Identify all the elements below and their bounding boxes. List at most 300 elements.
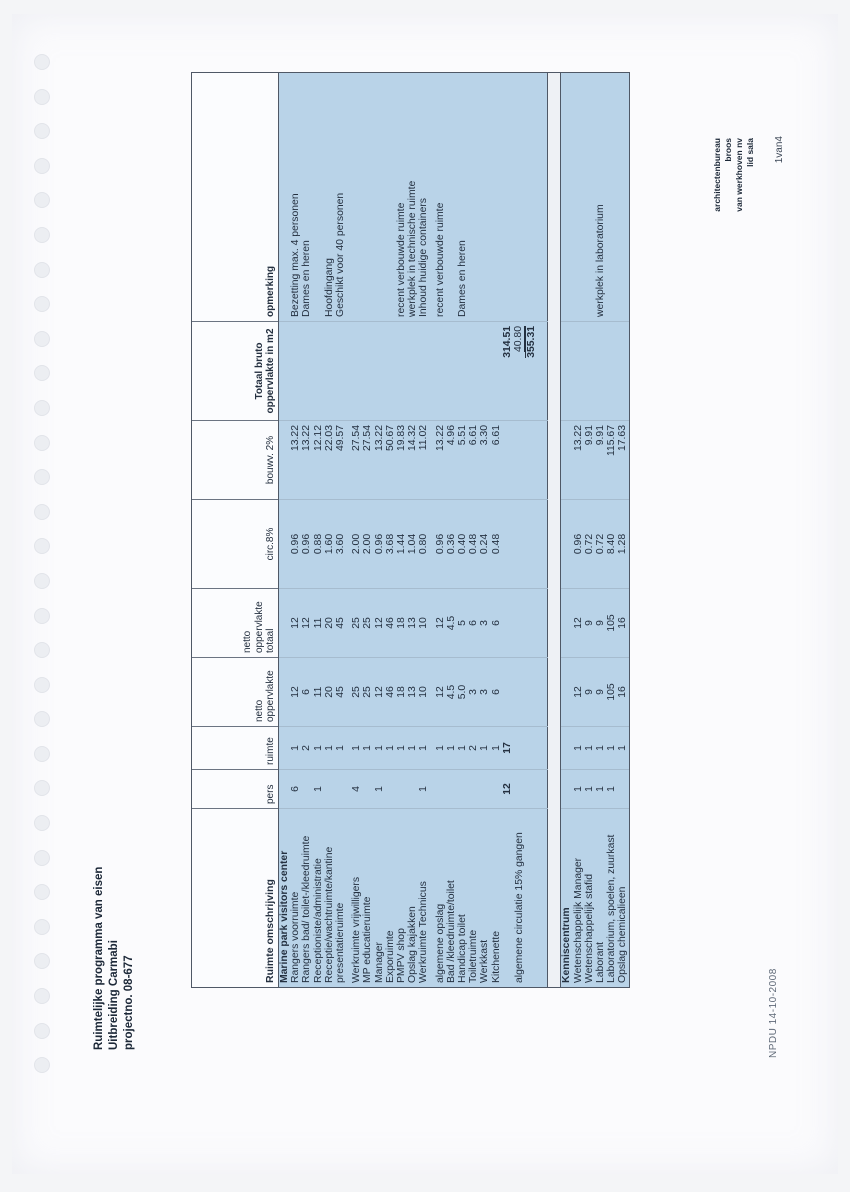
table-row: [595, 73, 606, 988]
circulation-value: 0.96: [435, 500, 446, 589]
title-line: Ruimtelijke programma van eisen: [93, 866, 105, 1050]
empty-cell: [513, 421, 525, 500]
netto-total-area: 6: [491, 589, 502, 658]
gap-cell: [548, 421, 561, 500]
empty-cell: [561, 421, 573, 500]
pers-count: 1: [418, 770, 429, 809]
table-row: [374, 73, 385, 988]
ruimte-count: 1: [573, 727, 584, 770]
pers-count: [301, 770, 312, 809]
bouwv-value: 6.61: [468, 421, 479, 500]
binder-hole-icon: [34, 573, 50, 589]
circulation-value: 0.40: [457, 500, 468, 589]
empty-cell: [525, 727, 537, 770]
totaal-bruto: [491, 322, 502, 421]
table-row: [457, 73, 468, 988]
binder-hole-icon: [34, 815, 50, 831]
bouwv-value: 12.12: [313, 421, 324, 500]
totaal-bruto: [351, 322, 362, 421]
room-name: Handicap toilet: [457, 809, 468, 988]
binder-hole-icon: [34, 123, 50, 139]
bouwv-value: 50.67: [385, 421, 396, 500]
pers-count: 1: [573, 770, 584, 809]
empty-cell: [279, 727, 291, 770]
grand-total-cell: [525, 322, 537, 421]
header-bouwv: bouwv. 2%: [192, 421, 279, 500]
gap-cell: [548, 658, 561, 727]
opmerking: [362, 73, 373, 322]
opmerking: recent verbouwde ruimte: [435, 73, 446, 322]
opmerking: [385, 73, 396, 322]
header-omschrijving: Ruimte omschrijving: [192, 809, 279, 988]
bouwv-value: 5.51: [457, 421, 468, 500]
binder-hole-icon: [34, 608, 50, 624]
empty-cell: [279, 322, 291, 421]
netto-total-area: 45: [335, 589, 346, 658]
room-name: Toiletruimte: [468, 809, 479, 988]
pers-count: [407, 770, 418, 809]
circulation-value: 3.68: [385, 500, 396, 589]
netto-total-area: 9: [584, 589, 595, 658]
bouwv-value: 9.91: [584, 421, 595, 500]
pers-count: [335, 770, 346, 809]
grand-total-value: 355.31: [526, 326, 538, 358]
section-kenniscentrum: [561, 73, 629, 988]
netto-area: 4.5: [446, 658, 457, 727]
header-netto: netto oppervlakte: [192, 658, 279, 727]
table-row: [290, 73, 301, 988]
room-name: Laboratorium, spoelen, zuurkast: [606, 809, 617, 988]
netto-total-area: 25: [351, 589, 362, 658]
table-row: [573, 73, 584, 988]
firm-name: [712, 138, 756, 212]
room-name: PMPV shop: [396, 809, 407, 988]
room-name: algemene opslag: [435, 809, 446, 988]
binder-hole-icon: [34, 780, 50, 796]
empty-cell: [513, 658, 525, 727]
subtotal-value: 314.51: [501, 326, 513, 358]
room-name: Opslag chemicalieen: [617, 809, 629, 988]
section-title: Marine park visitors center: [279, 809, 291, 988]
header-opmerking: opmerking: [192, 73, 279, 322]
empty-cell: [561, 727, 573, 770]
gap-cell: [548, 589, 561, 658]
room-name: Laborant: [595, 809, 606, 988]
opmerking: werkplek in technische ruimte: [407, 73, 418, 322]
empty-cell: [525, 658, 537, 727]
opmerking: Geschikt voor 40 personen: [335, 73, 346, 322]
circulation-label: algemene circulatie 15% gangen: [513, 809, 525, 988]
room-name: Rangers voorruimte: [290, 809, 301, 988]
table-row: [479, 73, 490, 988]
section-gap: [548, 73, 561, 988]
netto-total-area: 9: [595, 589, 606, 658]
table-row: [584, 73, 595, 988]
empty-cell: [502, 809, 513, 988]
netto-total-area: 5: [457, 589, 468, 658]
table-row: [491, 73, 502, 988]
netto-area: 6: [301, 658, 312, 727]
binder-hole-icon: [34, 262, 50, 278]
empty-cell: [561, 658, 573, 727]
empty-cell: [561, 770, 573, 809]
bouwv-value: 13.22: [573, 421, 584, 500]
header-circ: circ.8%: [192, 500, 279, 589]
totaal-bruto: [457, 322, 468, 421]
netto-area: 5.0: [457, 658, 468, 727]
ruimte-count: 1: [595, 727, 606, 770]
netto-total-area: 6: [468, 589, 479, 658]
empty-cell: [279, 770, 291, 809]
binder-hole-icon: [34, 158, 50, 174]
netto-total-area: 12: [301, 589, 312, 658]
ruimte-count: 1: [435, 727, 446, 770]
empty-cell: [513, 727, 525, 770]
circulation-value: 1.60: [324, 500, 335, 589]
table-row: [324, 73, 335, 988]
room-name: Rangers bad/ toilet-/kleedruimte: [301, 809, 312, 988]
opmerking: [479, 73, 490, 322]
room-name: Werkkast: [479, 809, 490, 988]
ruimte-count: 1: [584, 727, 595, 770]
table-row: [468, 73, 479, 988]
netto-total-area: 12: [374, 589, 385, 658]
netto-area: 45: [335, 658, 346, 727]
netto-area: 11: [313, 658, 324, 727]
totaal-bruto: [396, 322, 407, 421]
room-name: MP educatieruimte: [362, 809, 373, 988]
ruimte-count: 1: [606, 727, 617, 770]
ruimte-count: 1: [290, 727, 301, 770]
netto-area: 3: [468, 658, 479, 727]
bouwv-value: 49.57: [335, 421, 346, 500]
netto-total-area: 46: [385, 589, 396, 658]
ruimte-count: 2: [468, 727, 479, 770]
ruimte-count: 1: [491, 727, 502, 770]
circulation-value: 8.40: [606, 500, 617, 589]
empty-cell: [502, 421, 513, 500]
empty-cell: [561, 322, 573, 421]
circulation-row: [513, 73, 525, 988]
table-row: [606, 73, 617, 988]
bouwv-value: 13.22: [290, 421, 301, 500]
pers-count: [479, 770, 490, 809]
empty-cell: [502, 589, 513, 658]
project-number: projectno. 08-677: [123, 955, 135, 1050]
totaal-bruto: [435, 322, 446, 421]
pers-count: [491, 770, 502, 809]
circulation-value: 0.96: [290, 500, 301, 589]
totaal-bruto: [335, 322, 346, 421]
opmerking: [573, 73, 584, 322]
header-totaal-bruto: Totaal bruto oppervlakte in m2: [192, 322, 279, 421]
empty-cell: [513, 73, 525, 322]
ruimte-count: 1: [324, 727, 335, 770]
ruimte-count: 1: [313, 727, 324, 770]
netto-area: 18: [396, 658, 407, 727]
ruimte-count: 1: [362, 727, 373, 770]
circulation-value: 0.88: [313, 500, 324, 589]
binder-hole-icon: [34, 711, 50, 727]
totaal-bruto: [407, 322, 418, 421]
totaal-bruto: [595, 322, 606, 421]
binder-holes: [34, 54, 54, 1092]
pers-count: 1: [313, 770, 324, 809]
ruimte-count: 1: [335, 727, 346, 770]
netto-total-area: 10: [418, 589, 429, 658]
circulation-value: 0.96: [374, 500, 385, 589]
circulation-value: 0.24: [479, 500, 490, 589]
totals-row: [502, 73, 513, 988]
table-row: [335, 73, 346, 988]
table-row: [385, 73, 396, 988]
firm-line: van werkhoven nv: [734, 138, 744, 212]
totaal-bruto: [446, 322, 457, 421]
room-name: Wetenschappelijk Manager: [573, 809, 584, 988]
room-name: Manager: [374, 809, 385, 988]
netto-area: 105: [606, 658, 617, 727]
room-name: Werkruimte vrijwilligers: [351, 809, 362, 988]
opmerking: [468, 73, 479, 322]
empty-cell: [525, 589, 537, 658]
grand-total-row: [525, 73, 537, 988]
bouwv-value: 13.22: [301, 421, 312, 500]
table-row: [617, 73, 629, 988]
table-row: [351, 73, 362, 988]
ruimte-count: 1: [446, 727, 457, 770]
pers-count: [617, 770, 629, 809]
ruimte-count: 1: [385, 727, 396, 770]
table-row: [407, 73, 418, 988]
opmerking: Hoofdingang: [324, 73, 335, 322]
empty-cell: [525, 809, 537, 988]
requirements-table: [191, 72, 630, 988]
room-name: Opslag kajakken: [407, 809, 418, 988]
subtotal-cell: [502, 322, 513, 421]
table-header-row: [192, 73, 279, 988]
table-row: [362, 73, 373, 988]
netto-total-area: 11: [313, 589, 324, 658]
netto-total-area: 4.5: [446, 589, 457, 658]
totaal-bruto: [301, 322, 312, 421]
netto-area: 6: [491, 658, 502, 727]
circulation-value: 0.36: [446, 500, 457, 589]
netto-area: 9: [584, 658, 595, 727]
bouwv-value: 4.96: [446, 421, 457, 500]
binder-hole-icon: [34, 400, 50, 416]
binder-hole-icon: [34, 89, 50, 105]
circulation-value: 40.80: [513, 326, 525, 353]
binder-hole-icon: [34, 365, 50, 381]
binder-hole-icon: [34, 54, 50, 70]
netto-area: 12: [573, 658, 584, 727]
binder-hole-icon: [34, 1057, 50, 1073]
table-row: [301, 73, 312, 988]
binder-hole-icon: [34, 469, 50, 485]
netto-total-area: 20: [324, 589, 335, 658]
totaal-bruto: [385, 322, 396, 421]
circulation-value: 0.96: [573, 500, 584, 589]
netto-area: 9: [595, 658, 606, 727]
binder-hole-icon: [34, 192, 50, 208]
ruimte-count: 1: [617, 727, 629, 770]
netto-total-area: 18: [396, 589, 407, 658]
bouwv-value: 3.30: [479, 421, 490, 500]
binder-hole-icon: [34, 746, 50, 762]
circulation-value: 2.00: [362, 500, 373, 589]
circulation-value: 0.72: [584, 500, 595, 589]
empty-cell: [502, 73, 513, 322]
pers-count: 4: [351, 770, 362, 809]
totaal-bruto: [374, 322, 385, 421]
netto-total-area: 13: [407, 589, 418, 658]
netto-area: 46: [385, 658, 396, 727]
bouwv-value: 17.63: [617, 421, 629, 500]
room-name: Bad /kleedruimte/toilet: [446, 809, 457, 988]
circulation-value: 0.48: [491, 500, 502, 589]
empty-cell: [513, 500, 525, 589]
netto-area: 12: [374, 658, 385, 727]
bouwv-value: 27.54: [351, 421, 362, 500]
opmerking: [584, 73, 595, 322]
pers-count: [435, 770, 446, 809]
totaal-bruto: [617, 322, 629, 421]
totaal-bruto: [468, 322, 479, 421]
netto-total-area: 12: [290, 589, 301, 658]
opmerking: [374, 73, 385, 322]
empty-cell: [561, 500, 573, 589]
netto-total-area: 12: [435, 589, 446, 658]
netto-total-area: 3: [479, 589, 490, 658]
rotated-landscape-sheet: [70, 60, 790, 1080]
netto-total-area: 16: [617, 589, 629, 658]
bouwv-value: 22.03: [324, 421, 335, 500]
opmerking: Inhoud huidige containers: [418, 73, 429, 322]
opmerking: [351, 73, 362, 322]
binder-hole-icon: [34, 1023, 50, 1039]
table-row: [446, 73, 457, 988]
circulation-value: 1.28: [617, 500, 629, 589]
pers-count: [324, 770, 335, 809]
netto-area: 12: [435, 658, 446, 727]
empty-cell: [525, 500, 537, 589]
ruimte-count: 1: [479, 727, 490, 770]
totaal-bruto: [324, 322, 335, 421]
totaal-bruto: [362, 322, 373, 421]
header-ruimte: ruimte: [192, 727, 279, 770]
section-title-row: [279, 73, 291, 988]
gap-cell: [548, 322, 561, 421]
binder-hole-icon: [34, 296, 50, 312]
room-name: Werkruimte Technicus: [418, 809, 429, 988]
section-title: Kenniscentrum: [561, 809, 573, 988]
ruimte-count: 1: [396, 727, 407, 770]
opmerking: Dames en heren: [457, 73, 468, 322]
pers-count: 1: [374, 770, 385, 809]
binder-hole-icon: [34, 677, 50, 693]
pers-count: [457, 770, 468, 809]
binder-hole-icon: [34, 435, 50, 451]
bouwv-value: 19.83: [396, 421, 407, 500]
table-row: [396, 73, 407, 988]
pers-count: 1: [595, 770, 606, 809]
empty-cell: [279, 73, 291, 322]
binder-hole-icon: [34, 953, 50, 969]
binder-hole-icon: [34, 227, 50, 243]
empty-cell: [279, 658, 291, 727]
ruimte-total: 17: [502, 727, 513, 770]
totaal-bruto: [573, 322, 584, 421]
netto-area: 16: [617, 658, 629, 727]
circulation-value: 3.60: [335, 500, 346, 589]
gap-cell: [548, 809, 561, 988]
firm-line: architectenbureau: [712, 138, 722, 212]
ruimte-count: 1: [351, 727, 362, 770]
ruimte-count: 1: [457, 727, 468, 770]
opmerking: [491, 73, 502, 322]
bouwv-value: 27.54: [362, 421, 373, 500]
gap-cell: [548, 727, 561, 770]
netto-area: 20: [324, 658, 335, 727]
bouwv-value: 115.67: [606, 421, 617, 500]
empty-cell: [525, 421, 537, 500]
table-row: [418, 73, 429, 988]
circulation-value: 0.96: [301, 500, 312, 589]
room-name: presentatieruimte: [335, 809, 346, 988]
circulation-value: 2.00: [351, 500, 362, 589]
empty-cell: [279, 500, 291, 589]
section-title-row: [561, 73, 573, 988]
page-number: 1van4: [774, 136, 785, 164]
circulation-value: 1.44: [396, 500, 407, 589]
binder-hole-icon: [34, 331, 50, 347]
totaal-bruto: [479, 322, 490, 421]
netto-area: 13: [407, 658, 418, 727]
gap-cell: [548, 73, 561, 322]
opmerking: Bezetting max. 4 personen: [290, 73, 301, 322]
netto-area: 25: [351, 658, 362, 727]
circulation-value: 0.48: [468, 500, 479, 589]
section-marine-park: [279, 73, 548, 988]
empty-cell: [279, 421, 291, 500]
opmerking: [446, 73, 457, 322]
room-name: Kitchenette: [491, 809, 502, 988]
bouwv-value: 6.61: [491, 421, 502, 500]
totaal-bruto: [290, 322, 301, 421]
binder-hole-icon: [34, 988, 50, 1004]
pers-count: 1: [584, 770, 595, 809]
pers-count: [446, 770, 457, 809]
binder-hole-icon: [34, 850, 50, 866]
circulation-value: 0.72: [595, 500, 606, 589]
empty-cell: [561, 589, 573, 658]
gap-row: [548, 73, 561, 988]
totaal-bruto: [418, 322, 429, 421]
netto-total-area: 25: [362, 589, 373, 658]
ruimte-count: 2: [301, 727, 312, 770]
netto-total-area: 105: [606, 589, 617, 658]
netto-area: 12: [290, 658, 301, 727]
pers-count: [468, 770, 479, 809]
totaal-bruto: [313, 322, 324, 421]
gap-cell: [548, 500, 561, 589]
binder-hole-icon: [34, 919, 50, 935]
firm-line: broos: [723, 138, 733, 162]
opmerking: werkplek in laboratorium: [595, 73, 606, 322]
pers-count: [396, 770, 407, 809]
opmerking: [313, 73, 324, 322]
totaal-bruto: [606, 322, 617, 421]
